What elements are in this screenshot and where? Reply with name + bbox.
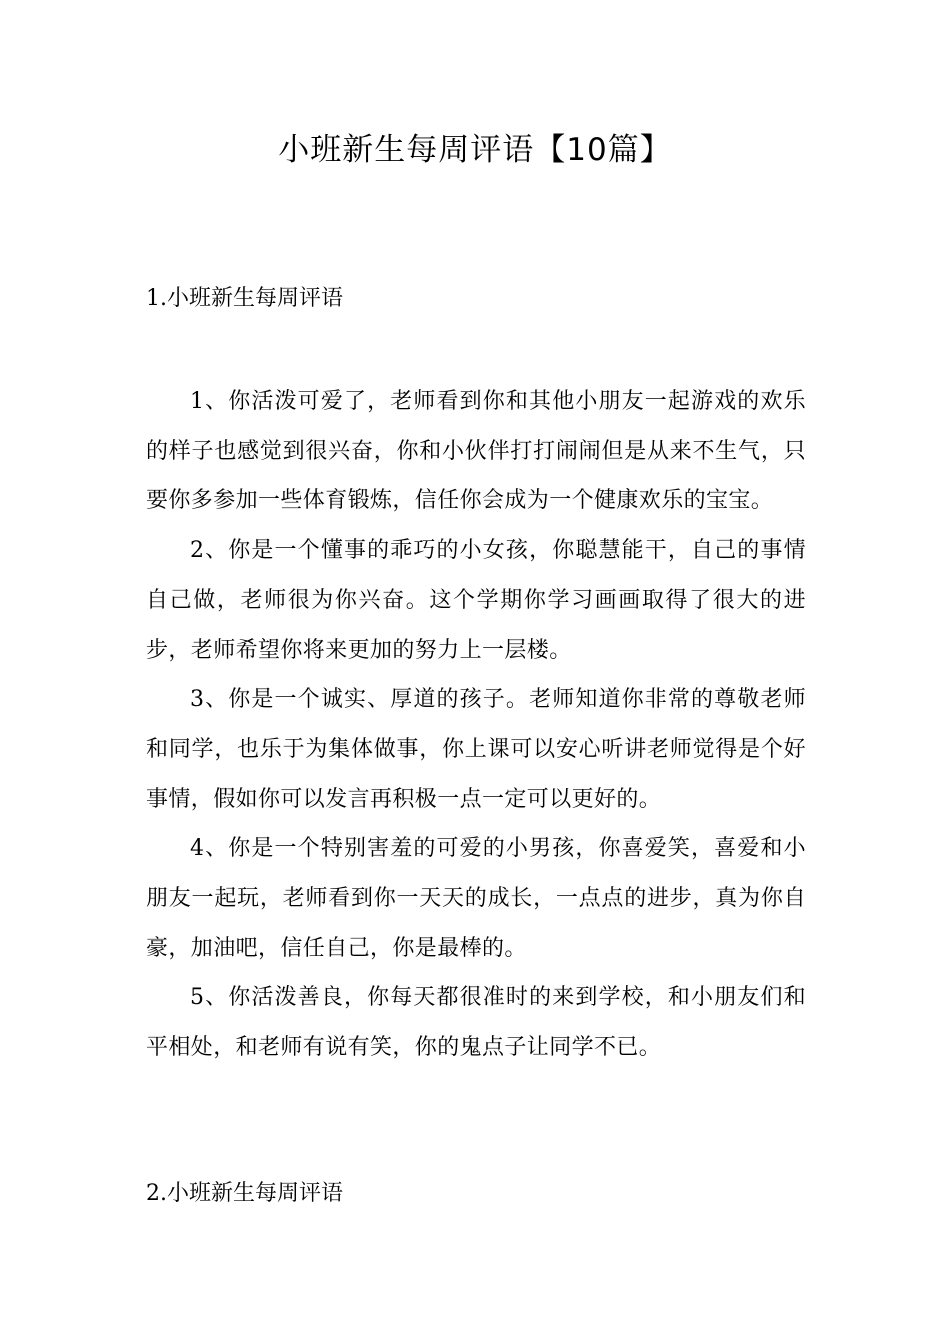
paragraph-2: 2、你是一个懂事的乖巧的小女孩，你聪慧能干，自己的事情自己做，老师很为你兴奋。这个学期你学习画画取得了很大的进步，老师希望你将来更加的努力上一层楼。 <box>146 538 806 663</box>
paragraph-1: 1、你活泼可爱了，老师看到你和其他小朋友一起游戏的欢乐的样子也感觉到很兴奋，你和小伙伴打打闹闹但是从来不生气，只要你多参加一些体育锻炼，信任你会成为一个健康欢乐的宝宝。 <box>146 389 806 514</box>
section-heading-1: 1.小班新生每周评语 <box>146 286 343 311</box>
document-title: 小班新生每周评语【10篇】 <box>278 132 672 168</box>
section-body-1 <box>146 377 806 1073</box>
section-heading-2: 2.小班新生每周评语 <box>146 1181 343 1206</box>
paragraph-4: 4、你是一个特别害羞的可爱的小男孩，你喜爱笑，喜爱和小朋友一起玩，老师看到你一天天的成长，一点点的进步，真为你自豪，加油吧，信任自己，你是最棒的。 <box>146 836 806 961</box>
paragraph-5: 5、你活泼善良，你每天都很准时的来到学校，和小朋友们和平相处，和老师有说有笑，你的鬼点子让同学不已。 <box>146 985 806 1061</box>
paragraph-3: 3、你是一个诚实、厚道的孩子。老师知道你非常的尊敬老师和同学，也乐于为集体做事，你上课可以安心听讲老师觉得是个好事情，假如你可以发言再积极一点一定可以更好的。 <box>146 687 806 812</box>
